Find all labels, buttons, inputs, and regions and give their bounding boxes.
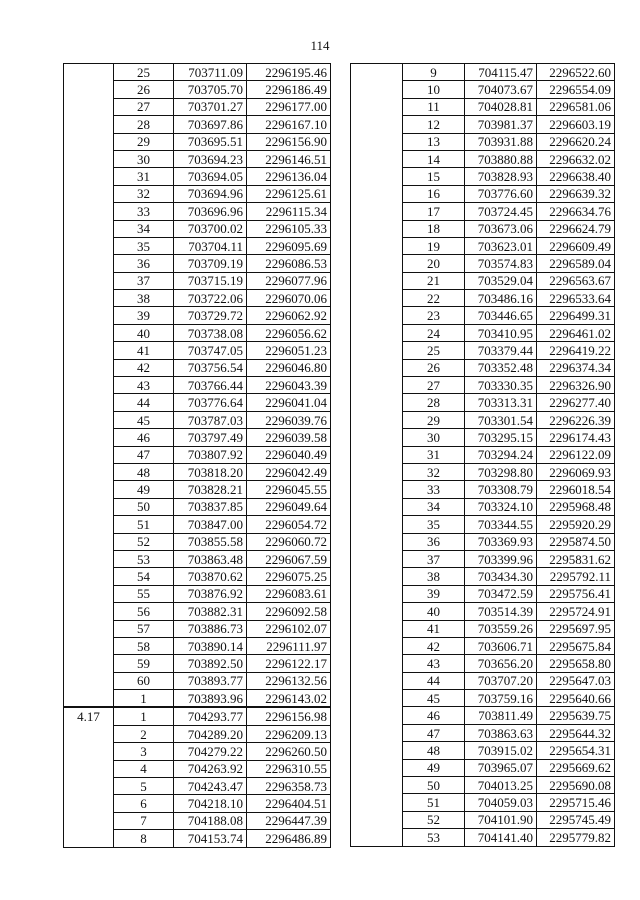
y-coordinate-cell: 2296067.59 — [247, 550, 331, 567]
x-coordinate-cell: 704293.77 — [174, 707, 247, 725]
x-coordinate-cell: 703313.31 — [465, 394, 537, 411]
y-coordinate-cell: 2296056.62 — [247, 324, 331, 341]
x-coordinate-cell: 703847.00 — [174, 516, 247, 533]
x-coordinate-cell: 703870.62 — [174, 568, 247, 585]
y-coordinate-cell: 2296638.40 — [537, 168, 615, 185]
x-coordinate-cell: 703915.02 — [465, 742, 537, 759]
y-coordinate-cell: 2295745.49 — [537, 811, 615, 828]
point-number-cell: 54 — [114, 568, 174, 585]
y-coordinate-cell: 2296174.43 — [537, 429, 615, 446]
y-coordinate-cell: 2296062.92 — [247, 307, 331, 324]
y-coordinate-cell: 2295697.95 — [537, 620, 615, 637]
y-coordinate-cell: 2296186.49 — [247, 81, 331, 98]
y-coordinate-cell: 2296277.40 — [537, 394, 615, 411]
y-coordinate-cell: 2296041.04 — [247, 394, 331, 411]
point-number-cell: 1 — [114, 690, 174, 708]
point-number-cell: 28 — [403, 394, 465, 411]
y-coordinate-cell: 2296358.73 — [247, 778, 331, 795]
point-number-cell: 37 — [114, 272, 174, 289]
y-coordinate-cell: 2296136.04 — [247, 168, 331, 185]
x-coordinate-cell: 703697.86 — [174, 116, 247, 133]
table-row — [64, 707, 331, 725]
point-number-cell: 29 — [403, 411, 465, 428]
x-coordinate-cell: 703797.49 — [174, 429, 247, 446]
x-coordinate-cell: 703298.80 — [465, 463, 537, 480]
x-coordinate-cell: 703694.05 — [174, 168, 247, 185]
y-coordinate-cell: 2296156.90 — [247, 133, 331, 150]
point-number-cell: 18 — [403, 220, 465, 237]
point-number-cell: 26 — [403, 359, 465, 376]
point-number-cell: 47 — [403, 724, 465, 741]
y-coordinate-cell: 2296051.23 — [247, 342, 331, 359]
table-row — [64, 64, 331, 81]
y-coordinate-cell: 2296042.49 — [247, 463, 331, 480]
x-coordinate-cell: 703863.63 — [465, 724, 537, 741]
y-coordinate-cell: 2296039.76 — [247, 411, 331, 428]
y-coordinate-cell: 2296226.39 — [537, 411, 615, 428]
y-coordinate-cell: 2296533.64 — [537, 290, 615, 307]
point-number-cell: 34 — [403, 498, 465, 515]
y-coordinate-cell: 2296111.97 — [247, 637, 331, 654]
x-coordinate-cell: 703695.51 — [174, 133, 247, 150]
x-coordinate-cell: 704059.03 — [465, 794, 537, 811]
x-coordinate-cell: 703931.88 — [465, 133, 537, 150]
y-coordinate-cell: 2295647.03 — [537, 672, 615, 689]
y-coordinate-cell: 2296447.39 — [247, 812, 331, 829]
point-number-cell: 51 — [114, 516, 174, 533]
y-coordinate-cell: 2295792.11 — [537, 568, 615, 585]
y-coordinate-cell: 2296086.53 — [247, 255, 331, 272]
point-number-cell: 15 — [403, 168, 465, 185]
y-coordinate-cell: 2296018.54 — [537, 481, 615, 498]
x-coordinate-cell: 703776.60 — [465, 185, 537, 202]
x-coordinate-cell: 703711.09 — [174, 64, 247, 81]
y-coordinate-cell: 2296054.72 — [247, 516, 331, 533]
y-coordinate-cell: 2296609.49 — [537, 237, 615, 254]
x-coordinate-cell: 703766.44 — [174, 377, 247, 394]
y-coordinate-cell: 2295658.80 — [537, 655, 615, 672]
point-number-cell: 46 — [403, 707, 465, 724]
y-coordinate-cell: 2295654.31 — [537, 742, 615, 759]
x-coordinate-cell: 703472.59 — [465, 585, 537, 602]
point-number-cell: 40 — [403, 603, 465, 620]
y-coordinate-cell: 2296639.32 — [537, 185, 615, 202]
point-number-cell: 57 — [114, 620, 174, 637]
y-coordinate-cell: 2295920.29 — [537, 516, 615, 533]
point-number-cell: 17 — [403, 203, 465, 220]
point-number-cell: 49 — [114, 481, 174, 498]
y-coordinate-cell: 2296374.34 — [537, 359, 615, 376]
point-number-cell: 42 — [403, 637, 465, 654]
x-coordinate-cell: 703704.11 — [174, 237, 247, 254]
y-coordinate-cell: 2296632.02 — [537, 150, 615, 167]
y-coordinate-cell: 2296092.58 — [247, 603, 331, 620]
y-coordinate-cell: 2296486.89 — [247, 830, 331, 847]
y-coordinate-cell: 2296589.04 — [537, 255, 615, 272]
x-coordinate-cell: 703295.15 — [465, 429, 537, 446]
y-coordinate-cell: 2296083.61 — [247, 585, 331, 602]
point-number-cell: 41 — [114, 342, 174, 359]
y-coordinate-cell: 2296624.79 — [537, 220, 615, 237]
y-coordinate-cell: 2296634.76 — [537, 203, 615, 220]
x-coordinate-cell: 703981.37 — [465, 116, 537, 133]
x-coordinate-cell: 703738.08 — [174, 324, 247, 341]
y-coordinate-cell: 2296620.24 — [537, 133, 615, 150]
y-coordinate-cell: 2296143.02 — [247, 690, 331, 708]
point-number-cell: 33 — [114, 203, 174, 220]
x-coordinate-cell: 703369.93 — [465, 533, 537, 550]
x-coordinate-cell: 703876.92 — [174, 585, 247, 602]
point-number-cell: 52 — [114, 533, 174, 550]
point-number-cell: 3 — [114, 743, 174, 760]
table-row — [351, 64, 615, 81]
point-number-cell: 48 — [403, 742, 465, 759]
point-number-cell: 40 — [114, 324, 174, 341]
x-coordinate-cell: 703434.30 — [465, 568, 537, 585]
point-number-cell: 46 — [114, 429, 174, 446]
x-coordinate-cell: 703399.96 — [465, 550, 537, 567]
x-coordinate-cell: 703893.77 — [174, 672, 247, 689]
point-number-cell: 13 — [403, 133, 465, 150]
point-number-cell: 47 — [114, 446, 174, 463]
section-number-cell — [351, 64, 403, 847]
x-coordinate-cell: 703828.93 — [465, 168, 537, 185]
y-coordinate-cell: 2296077.96 — [247, 272, 331, 289]
y-coordinate-cell: 2296156.98 — [247, 707, 331, 725]
x-coordinate-cell: 703890.14 — [174, 637, 247, 654]
x-coordinate-cell: 703965.07 — [465, 759, 537, 776]
y-coordinate-cell: 2296060.72 — [247, 533, 331, 550]
point-number-cell: 25 — [403, 342, 465, 359]
y-coordinate-cell: 2296499.31 — [537, 307, 615, 324]
x-coordinate-cell: 704073.67 — [465, 81, 537, 98]
x-coordinate-cell: 703811.49 — [465, 707, 537, 724]
x-coordinate-cell: 704289.20 — [174, 725, 247, 742]
y-coordinate-cell: 2296461.02 — [537, 324, 615, 341]
y-coordinate-cell: 2296522.60 — [537, 64, 615, 81]
x-coordinate-cell: 703700.02 — [174, 220, 247, 237]
point-number-cell: 31 — [114, 168, 174, 185]
x-coordinate-cell: 703787.03 — [174, 411, 247, 428]
x-coordinate-cell: 703656.20 — [465, 655, 537, 672]
point-number-cell: 19 — [403, 237, 465, 254]
x-coordinate-cell: 703308.79 — [465, 481, 537, 498]
y-coordinate-cell: 2295724.91 — [537, 603, 615, 620]
y-coordinate-cell: 2296419.22 — [537, 342, 615, 359]
point-number-cell: 53 — [114, 550, 174, 567]
x-coordinate-cell: 704263.92 — [174, 760, 247, 777]
y-coordinate-cell: 2296581.06 — [537, 98, 615, 115]
point-number-cell: 31 — [403, 446, 465, 463]
x-coordinate-cell: 703696.96 — [174, 203, 247, 220]
x-coordinate-cell: 704218.10 — [174, 795, 247, 812]
page-number: 114 — [310, 38, 330, 53]
point-number-cell: 45 — [114, 411, 174, 428]
point-number-cell: 30 — [114, 150, 174, 167]
x-coordinate-cell: 703623.01 — [465, 237, 537, 254]
point-number-cell: 16 — [403, 185, 465, 202]
x-coordinate-cell: 703722.06 — [174, 290, 247, 307]
y-coordinate-cell: 2296122.09 — [537, 446, 615, 463]
y-coordinate-cell: 2296167.10 — [247, 116, 331, 133]
y-coordinate-cell: 2296070.06 — [247, 290, 331, 307]
x-coordinate-cell: 704141.40 — [465, 829, 537, 846]
point-number-cell: 25 — [114, 64, 174, 81]
y-coordinate-cell: 2296195.46 — [247, 64, 331, 81]
point-number-cell: 35 — [403, 516, 465, 533]
point-number-cell: 35 — [114, 237, 174, 254]
point-number-cell: 6 — [114, 795, 174, 812]
point-number-cell: 4 — [114, 760, 174, 777]
point-number-cell: 42 — [114, 359, 174, 376]
y-coordinate-cell: 2295669.62 — [537, 759, 615, 776]
x-coordinate-cell: 703756.54 — [174, 359, 247, 376]
x-coordinate-cell: 703709.19 — [174, 255, 247, 272]
point-number-cell: 22 — [403, 290, 465, 307]
x-coordinate-cell: 704101.90 — [465, 811, 537, 828]
point-number-cell: 53 — [403, 829, 465, 846]
x-coordinate-cell: 703673.06 — [465, 220, 537, 237]
point-number-cell: 12 — [403, 116, 465, 133]
point-number-cell: 56 — [114, 603, 174, 620]
point-number-cell: 11 — [403, 98, 465, 115]
point-number-cell: 10 — [403, 81, 465, 98]
point-number-cell: 9 — [403, 64, 465, 81]
y-coordinate-cell: 2296075.25 — [247, 568, 331, 585]
x-coordinate-cell: 703863.48 — [174, 550, 247, 567]
point-number-cell: 8 — [114, 830, 174, 847]
x-coordinate-cell: 703705.70 — [174, 81, 247, 98]
y-coordinate-cell: 2295715.46 — [537, 794, 615, 811]
x-coordinate-cell: 703747.05 — [174, 342, 247, 359]
y-coordinate-cell: 2296115.34 — [247, 203, 331, 220]
y-coordinate-cell: 2296069.93 — [537, 463, 615, 480]
point-number-cell: 5 — [114, 778, 174, 795]
x-coordinate-cell: 703837.85 — [174, 498, 247, 515]
x-coordinate-cell: 703529.04 — [465, 272, 537, 289]
point-number-cell: 1 — [114, 707, 174, 725]
y-coordinate-cell: 2295874.50 — [537, 533, 615, 550]
point-number-cell: 21 — [403, 272, 465, 289]
x-coordinate-cell: 703828.21 — [174, 481, 247, 498]
x-coordinate-cell: 704243.47 — [174, 778, 247, 795]
point-number-cell: 45 — [403, 690, 465, 707]
point-number-cell: 43 — [403, 655, 465, 672]
x-coordinate-cell: 703701.27 — [174, 98, 247, 115]
x-coordinate-cell: 703855.58 — [174, 533, 247, 550]
y-coordinate-cell: 2296404.51 — [247, 795, 331, 812]
x-coordinate-cell: 703559.26 — [465, 620, 537, 637]
y-coordinate-cell: 2296122.17 — [247, 655, 331, 672]
point-number-cell: 38 — [403, 568, 465, 585]
y-coordinate-cell: 2296563.67 — [537, 272, 615, 289]
x-coordinate-cell: 703446.65 — [465, 307, 537, 324]
y-coordinate-cell: 2296310.55 — [247, 760, 331, 777]
x-coordinate-cell: 703324.10 — [465, 498, 537, 515]
x-coordinate-cell: 703352.48 — [465, 359, 537, 376]
y-coordinate-cell: 2296046.80 — [247, 359, 331, 376]
y-coordinate-cell: 2295640.66 — [537, 690, 615, 707]
y-coordinate-cell: 2296260.50 — [247, 743, 331, 760]
point-number-cell: 36 — [403, 533, 465, 550]
x-coordinate-cell: 703486.16 — [465, 290, 537, 307]
x-coordinate-cell: 703724.45 — [465, 203, 537, 220]
point-number-cell: 50 — [403, 777, 465, 794]
point-number-cell: 37 — [403, 550, 465, 567]
point-number-cell: 28 — [114, 116, 174, 133]
y-coordinate-cell: 2295756.41 — [537, 585, 615, 602]
x-coordinate-cell: 703882.31 — [174, 603, 247, 620]
x-coordinate-cell: 703776.64 — [174, 394, 247, 411]
x-coordinate-cell: 703707.20 — [465, 672, 537, 689]
point-number-cell: 58 — [114, 637, 174, 654]
x-coordinate-cell: 703606.71 — [465, 637, 537, 654]
point-number-cell: 14 — [403, 150, 465, 167]
coordinate-table-left — [63, 63, 331, 848]
y-coordinate-cell: 2296146.51 — [247, 150, 331, 167]
point-number-cell: 24 — [403, 324, 465, 341]
y-coordinate-cell: 2296039.58 — [247, 429, 331, 446]
point-number-cell: 27 — [403, 377, 465, 394]
y-coordinate-cell: 2296102.07 — [247, 620, 331, 637]
point-number-cell: 41 — [403, 620, 465, 637]
y-coordinate-cell: 2296177.00 — [247, 98, 331, 115]
x-coordinate-cell: 703759.16 — [465, 690, 537, 707]
y-coordinate-cell: 2295690.08 — [537, 777, 615, 794]
point-number-cell: 50 — [114, 498, 174, 515]
x-coordinate-cell: 703379.44 — [465, 342, 537, 359]
point-number-cell: 32 — [403, 463, 465, 480]
point-number-cell: 48 — [114, 463, 174, 480]
point-number-cell: 59 — [114, 655, 174, 672]
y-coordinate-cell: 2296554.09 — [537, 81, 615, 98]
point-number-cell: 26 — [114, 81, 174, 98]
section-number-cell: 4.17 — [64, 707, 114, 847]
x-coordinate-cell: 703886.73 — [174, 620, 247, 637]
y-coordinate-cell: 2295639.75 — [537, 707, 615, 724]
y-coordinate-cell: 2296326.90 — [537, 377, 615, 394]
y-coordinate-cell: 2296132.56 — [247, 672, 331, 689]
x-coordinate-cell: 703892.50 — [174, 655, 247, 672]
point-number-cell: 43 — [114, 377, 174, 394]
point-number-cell: 60 — [114, 672, 174, 689]
point-number-cell: 27 — [114, 98, 174, 115]
point-number-cell: 38 — [114, 290, 174, 307]
point-number-cell: 30 — [403, 429, 465, 446]
point-number-cell: 23 — [403, 307, 465, 324]
y-coordinate-cell: 2296045.55 — [247, 481, 331, 498]
point-number-cell: 51 — [403, 794, 465, 811]
y-coordinate-cell: 2296603.19 — [537, 116, 615, 133]
x-coordinate-cell: 703330.35 — [465, 377, 537, 394]
y-coordinate-cell: 2295968.48 — [537, 498, 615, 515]
point-number-cell: 52 — [403, 811, 465, 828]
point-number-cell: 36 — [114, 255, 174, 272]
point-number-cell: 34 — [114, 220, 174, 237]
x-coordinate-cell: 703694.96 — [174, 185, 247, 202]
point-number-cell: 44 — [403, 672, 465, 689]
coordinate-table-right — [350, 63, 615, 847]
point-number-cell: 20 — [403, 255, 465, 272]
x-coordinate-cell: 703694.23 — [174, 150, 247, 167]
x-coordinate-cell: 703301.54 — [465, 411, 537, 428]
x-coordinate-cell: 703818.20 — [174, 463, 247, 480]
x-coordinate-cell: 703729.72 — [174, 307, 247, 324]
x-coordinate-cell: 704153.74 — [174, 830, 247, 847]
x-coordinate-cell: 704013.25 — [465, 777, 537, 794]
y-coordinate-cell: 2295675.84 — [537, 637, 615, 654]
x-coordinate-cell: 703410.95 — [465, 324, 537, 341]
x-coordinate-cell: 703344.55 — [465, 516, 537, 533]
x-coordinate-cell: 703514.39 — [465, 603, 537, 620]
x-coordinate-cell: 703880.88 — [465, 150, 537, 167]
x-coordinate-cell: 704188.08 — [174, 812, 247, 829]
point-number-cell: 7 — [114, 812, 174, 829]
y-coordinate-cell: 2296105.33 — [247, 220, 331, 237]
point-number-cell: 49 — [403, 759, 465, 776]
point-number-cell: 44 — [114, 394, 174, 411]
x-coordinate-cell: 703294.24 — [465, 446, 537, 463]
x-coordinate-cell: 703574.83 — [465, 255, 537, 272]
section-number-cell — [64, 64, 114, 708]
y-coordinate-cell: 2295644.32 — [537, 724, 615, 741]
x-coordinate-cell: 703715.19 — [174, 272, 247, 289]
point-number-cell: 39 — [114, 307, 174, 324]
x-coordinate-cell: 704028.81 — [465, 98, 537, 115]
y-coordinate-cell: 2296049.64 — [247, 498, 331, 515]
y-coordinate-cell: 2295831.62 — [537, 550, 615, 567]
point-number-cell: 29 — [114, 133, 174, 150]
y-coordinate-cell: 2296040.49 — [247, 446, 331, 463]
point-number-cell: 32 — [114, 185, 174, 202]
point-number-cell: 33 — [403, 481, 465, 498]
y-coordinate-cell: 2296209.13 — [247, 725, 331, 742]
x-coordinate-cell: 704279.22 — [174, 743, 247, 760]
x-coordinate-cell: 704115.47 — [465, 64, 537, 81]
y-coordinate-cell: 2296095.69 — [247, 237, 331, 254]
x-coordinate-cell: 703807.92 — [174, 446, 247, 463]
point-number-cell: 39 — [403, 585, 465, 602]
y-coordinate-cell: 2296043.39 — [247, 377, 331, 394]
x-coordinate-cell: 703893.96 — [174, 690, 247, 708]
y-coordinate-cell: 2295779.82 — [537, 829, 615, 846]
point-number-cell: 55 — [114, 585, 174, 602]
point-number-cell: 2 — [114, 725, 174, 742]
y-coordinate-cell: 2296125.61 — [247, 185, 331, 202]
